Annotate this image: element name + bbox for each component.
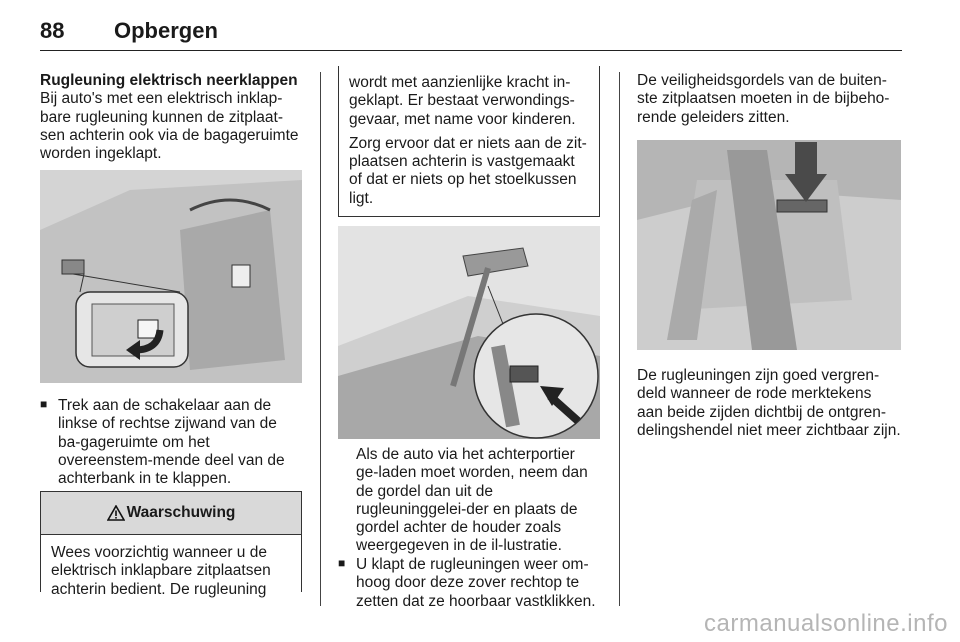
- figure-belt-holder: [338, 226, 600, 439]
- body-paragraph: De rugleuningen zijn goed vergren-deld wanneer de rode merktekens aan beide zijden dichtbij de ontgren-delingshendel niet meer zichtbaar zijn.: [637, 367, 901, 439]
- warning-title: Waarschuwing: [126, 504, 236, 521]
- watermark: carmanualsonline.info: [704, 610, 948, 637]
- square-bullet-icon: ■: [40, 397, 48, 411]
- figure-belt-guide: [637, 140, 901, 350]
- column-1: [40, 72, 302, 163]
- warning-box-continued: [338, 66, 600, 217]
- column-divider: [320, 72, 321, 606]
- body-paragraph: Als de auto via het achterportier ge-laden moet worden, neem dan de gordel dan uit de rugleuninggelei-der en plaats de gordel achter de houder zoals weergegeven in de il-lustratie.: [356, 446, 588, 555]
- page-number: 88: [40, 18, 65, 43]
- warning-text: Wees voorzichtig wanneer u de elektrisch inklapbare zitplaatsen achterin bedient. De rugleuning: [51, 544, 271, 598]
- bullet-text: Trek aan de schakelaar aan de linkse of rechtse zijwand van de ba-gageruimte om het overeenstem-mende deel van de achterbank in te klappen.: [58, 397, 285, 488]
- figure-trunk-switch: [40, 170, 302, 383]
- intro-paragraph: Bij auto's met een elektrisch inklap-bare rugleuning kunnen de zitplaat-sen achterin ook via de bagageruimte worden ingeklapt.: [40, 90, 299, 163]
- square-bullet-icon: ■: [338, 556, 346, 570]
- warning-cont-text: wordt met aanzienlijke kracht in-geklapt. Er bestaat verwondings-gevaar, met name voor kinderen.: [349, 74, 576, 128]
- page-title: Opbergen: [114, 18, 218, 43]
- page-header: [40, 16, 902, 51]
- warning-box: [40, 491, 302, 598]
- body-paragraph: De veiligheidsgordels van de buiten-ste zitplaatsen moeten in de bijbeho-rende geleiders zitten.: [637, 72, 890, 126]
- warning-header: [41, 492, 301, 535]
- column-divider: [619, 72, 620, 606]
- warning-triangle-icon: [107, 505, 125, 521]
- section-heading: Rugleuning elektrisch neerklappen: [40, 72, 298, 89]
- bullet-text: U klapt de rugleuningen weer om-hoog door deze zover rechtop te zetten dat ze hoorbaar vastklikken.: [356, 556, 596, 610]
- warning-cont-text-2: Zorg ervoor dat er niets aan de zit-plaatsen achterin is vastgemaakt of dat er niets op het stoelkussen ligt.: [349, 134, 587, 207]
